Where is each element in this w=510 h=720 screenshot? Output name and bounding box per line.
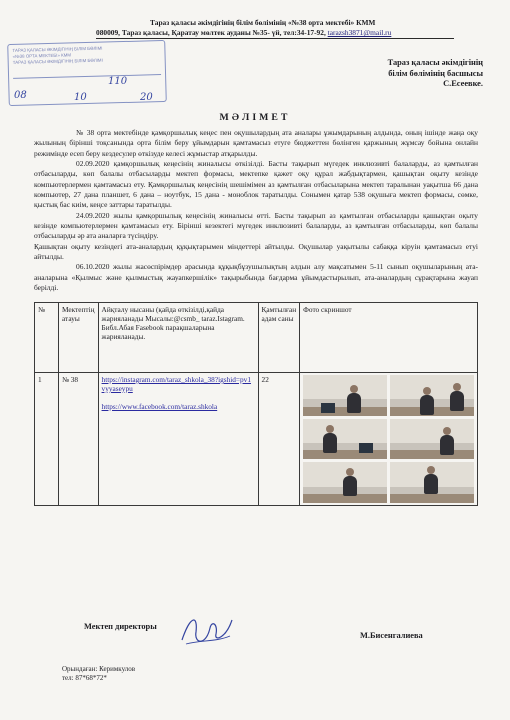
- report-table: [34, 302, 478, 506]
- header-cell-photo: Фото скриншот: [300, 303, 478, 373]
- executor-block: [62, 665, 135, 683]
- addressee-line: білім бөлімінің басшысы: [388, 68, 483, 78]
- header-cell-count: Қамтылған адам саны: [258, 303, 300, 373]
- stamp-line: ТАРАЗ ҚАЛАСЫ ӘКІМДІГІНІҢ БІЛІМ БӨЛІМІ: [12, 57, 103, 65]
- meeting-photo: [390, 419, 474, 460]
- instagram-link[interactable]: https://instagram.com/taraz_shkola_38?igshid=pv1vyyaseypu: [101, 375, 251, 393]
- table-header-row: [35, 303, 478, 373]
- handwritten-signature: [176, 610, 236, 652]
- addressee-line: Тараз қаласы әкімдігінің: [387, 58, 483, 67]
- table-row: [35, 373, 478, 506]
- meeting-photo: [390, 462, 474, 503]
- executor-phone: тел: 87*68*72*: [62, 674, 107, 682]
- body-paragraph: 24.09.2020 жылы қамқоршылық кеңесінің жиналысы өтті. Басты тақырып аз қамтылған отбасыларды қашықтан оқыту кезінде компьютерлермен қамтамасыз ету. Бірінші кезектегі мүгедек инклюзивті балаларды, аз қамтылған отбасыларды, көп балалы отбасыларды әр ата аналарға түсіндіру.: [34, 210, 478, 241]
- executor-name: Орындаған: Керимкулов: [62, 665, 136, 673]
- signatory-title: Мектеп директоры: [84, 622, 157, 631]
- handwritten-date-year: 20: [140, 92, 153, 103]
- body-paragraph: 02.09.2020 қамқоршылық кеңесінің жиналысы өткізілді. Басты тақырып мүгедек инклюзивті балаларды, аз қамтылған отбасыларды, көп балалы отбасыларды мектеп формасы, мектепке қажет оқу құрал жабдықтармен, қашықтан оқыту кезінде компьютерлермен қамтамасыз ету. Қамқоршылық кеңесінің шешімімен аз қамтылған отбасыларына мектеп таралынан уақытша 66 дана компьютер, 27 дана планшет, 6 дана – ноутбук, 15 дана - моноблок таратылды. Сонымен қатар 538 оқушыға мектеп формасы, сөмке, қыстық бас киім, кеңсе заттары таратылды.: [34, 159, 478, 210]
- address-text: Тараз қаласы, Қаратау мөлтек ауданы №35- үй, тел:34-17-92,: [121, 28, 326, 37]
- signatory-name: М.Бисенгалиева: [360, 631, 423, 640]
- facebook-link[interactable]: https://www.facebook.com/taraz.shkola: [101, 402, 218, 411]
- stamp-line: ТАРАЗ ҚАЛАСЫ ӘКІМДІГІНІҢ БІЛІМ БӨЛІМІ: [12, 45, 103, 53]
- meeting-photo: [303, 419, 387, 460]
- document-body: [34, 128, 478, 294]
- header-cell-number: №: [35, 303, 59, 373]
- body-paragraph: 06.10.2020 жылы жасөспірімдер арасында құқықбұзушылықтың алдын алу мақсатымен 5-11 сынып оқушыларының ата-аналарына «Қылмыс және қылмыстық жауапкершілік» тақырыбында бағдарма ұйымдастырылып, ата-аналардың сұрақтарына жауап берілді.: [34, 262, 478, 293]
- photo-grid: [303, 375, 474, 503]
- meeting-photo: [390, 375, 474, 416]
- cell-count: 22: [258, 373, 300, 506]
- stamp-line: «№38 ОРТА МЕКТЕБІ» КММ: [12, 52, 72, 59]
- addressee-name: С.Есеевке.: [443, 79, 483, 88]
- body-paragraph: № 38 орта мектебінде қамқоршылық кеңес пен оқушылардың ата аналары ұжымдарының алдында, оның ішінде жаңа оқу жылының бірінші тоқсанында орта білім беру ұйымдарын қамтамасыз етуге бюджеттен бөлінген қаржының жұмсау бойына онлайн режимінде есеп беру кездесулер өткізуде келесі жұмыстар атқарылды.: [34, 128, 478, 158]
- letterhead-title: Тараз қаласы әкімдігінің білім бөлімінің «№38 орта мектебі» КММ: [150, 18, 376, 27]
- handwritten-date-day: 08: [14, 90, 27, 101]
- document-title: МӘЛІМЕТ: [219, 112, 291, 123]
- email-link[interactable]: tarazsh3871@mail.ru: [327, 28, 392, 37]
- handwritten-date-month: 10: [74, 92, 87, 103]
- letterhead-contacts: [96, 28, 391, 37]
- cell-number: 1: [35, 373, 59, 506]
- meeting-photo: [303, 462, 387, 503]
- cell-photos: [300, 373, 478, 506]
- addressee-block: [355, 58, 483, 90]
- header-cell-school: Мектептің атауы: [59, 303, 99, 373]
- meeting-photo: [303, 375, 387, 416]
- postal-code: 080009,: [96, 28, 121, 37]
- cell-links: [98, 373, 258, 506]
- header-cell-format: Айқталу нысаны (қайда өткізілді,қайда жарияланады Мысалы:@csmb_ taraz.Istagram. Библ.Абая Fasebook парақшаларына жарияланады.: [98, 303, 258, 373]
- body-paragraph: Қашықтан оқыту кезіндегі ата-аналардың құқықтарымен міндеттері айтылды. Оқушылар уақытылы сабаққа кіруін қамтамасыз етуі айтылды.: [34, 241, 478, 262]
- cell-school: № 38: [59, 373, 99, 506]
- handwritten-number: 110: [108, 76, 128, 87]
- letterhead-divider: [96, 38, 454, 39]
